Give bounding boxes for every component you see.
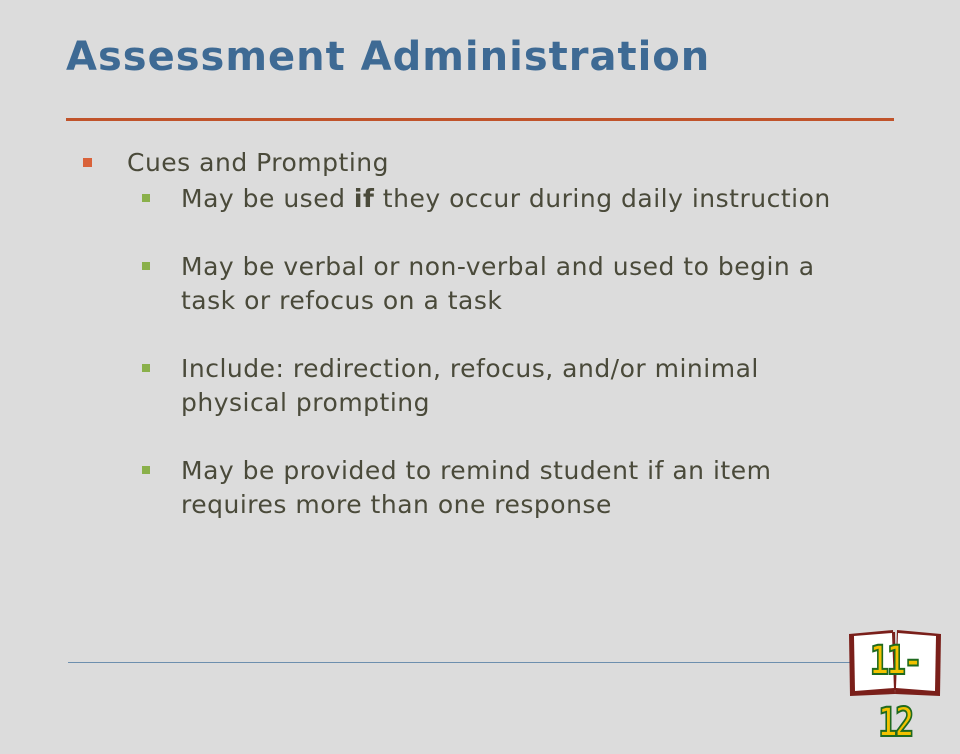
sub-bullet-item (80, 454, 860, 522)
slide-title: Assessment Administration (66, 34, 711, 80)
sub-bullet-text-start: May be used (181, 184, 354, 213)
sub-bullet-item (80, 352, 860, 420)
sub-bullet-item (80, 182, 860, 216)
footer-rule (68, 662, 850, 663)
grade-band-label: 11-12 (869, 638, 921, 746)
square-bullet-icon (142, 466, 150, 474)
bullet-text: Cues and Prompting (127, 148, 389, 177)
open-book-icon (846, 624, 944, 746)
sub-bullet-text (181, 184, 831, 213)
bullet-list (80, 146, 860, 556)
square-bullet-icon (142, 194, 150, 202)
sub-bullet-list (80, 182, 860, 522)
bullet-cues-and-prompting (80, 146, 860, 180)
sub-bullet-text: May be provided to remind student if an item requires more than one response (181, 456, 772, 519)
emphasis-word: if (353, 184, 375, 213)
title-underline (66, 118, 894, 121)
sub-bullet-text: May be verbal or non-verbal and used to begin a task or refocus on a task (181, 252, 815, 315)
square-bullet-icon (142, 262, 150, 270)
square-bullet-icon (83, 158, 92, 167)
sub-bullet-text: Include: redirection, refocus, and/or minimal physical prompting (181, 354, 759, 417)
sub-bullet-item (80, 250, 860, 318)
sub-bullet-text-end: they occur during daily instruction (374, 184, 831, 213)
square-bullet-icon (142, 364, 150, 372)
